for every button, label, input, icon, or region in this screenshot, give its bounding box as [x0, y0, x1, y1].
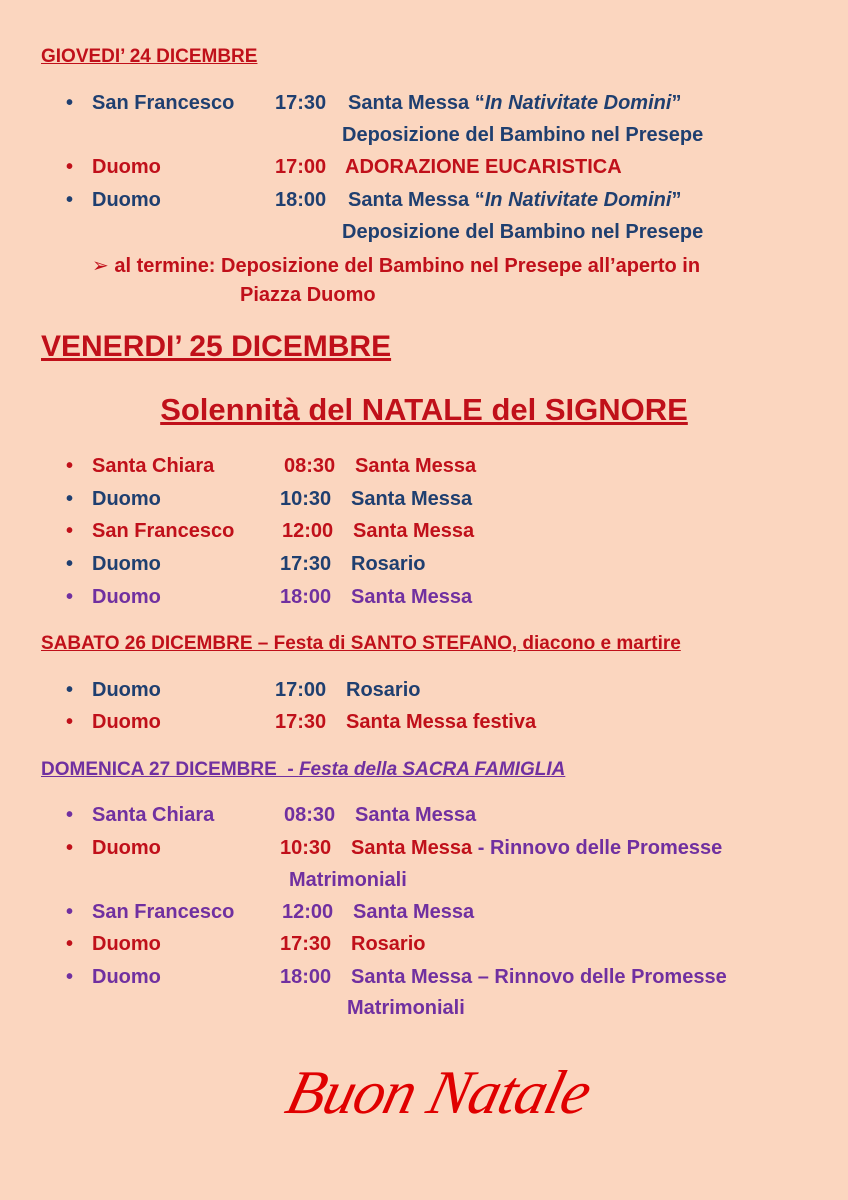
place-label: Duomo — [92, 966, 161, 988]
time-label: 12:00 — [282, 520, 334, 542]
bullet-icon: • — [66, 488, 74, 510]
arrow-icon: ➢ — [92, 255, 109, 277]
bullet-icon: • — [66, 586, 74, 608]
desc-label: Rosario — [346, 679, 421, 701]
bullet-icon: • — [66, 92, 74, 114]
desc-label: Santa Messa – Rinnovo delle Promesse — [351, 966, 727, 988]
place-label: Duomo — [92, 488, 161, 510]
list-item — [0, 92, 848, 124]
note-continuation: Piazza Duomo — [240, 284, 376, 306]
day27-heading: DOMENICA 27 DICEMBRE - Festa della SACRA FAMIGLIA — [41, 759, 566, 780]
desc-label: Rosario — [351, 933, 426, 955]
time-label: 17:30 — [275, 92, 327, 114]
time-label: 17:30 — [275, 711, 327, 733]
desc-continuation: Deposizione del Bambino nel Presepe — [342, 221, 704, 243]
time-label: 12:00 — [282, 901, 334, 923]
desc-continuation: Matrimoniali — [289, 869, 407, 891]
list-item — [0, 520, 848, 552]
note-line — [92, 253, 700, 278]
bullet-icon: • — [66, 901, 74, 923]
list-item — [0, 804, 848, 836]
place-label: Duomo — [92, 553, 161, 575]
list-item — [0, 455, 848, 487]
place-label: Santa Chiara — [92, 455, 215, 477]
note-text: al termine: Deposizione del Bambino nel Presepe all’aperto in — [114, 255, 701, 277]
desc-label: Santa Messa festiva — [346, 711, 537, 733]
list-item — [0, 679, 848, 711]
bullet-icon: • — [66, 804, 74, 826]
desc-label: Santa Messa - Rinnovo delle Promesse — [351, 837, 723, 859]
place-label: Duomo — [92, 679, 161, 701]
place-label: Santa Chiara — [92, 804, 215, 826]
bullet-icon: • — [66, 966, 74, 988]
desc-label: Santa Messa — [355, 455, 477, 477]
day24-heading: GIOVEDI’ 24 DICEMBRE — [41, 46, 258, 67]
day26-heading: SABATO 26 DICEMBRE – Festa di SANTO STEFANO, diacono e martire — [41, 633, 681, 654]
list-item — [0, 711, 848, 743]
time-label: 10:30 — [280, 488, 332, 510]
desc-label: Santa Messa “In Nativitate Domini” — [348, 92, 682, 114]
list-item — [0, 488, 848, 520]
desc-continuation: Deposizione del Bambino nel Presepe — [342, 124, 704, 146]
time-label: 18:00 — [280, 586, 332, 608]
desc-label: Santa Messa — [353, 520, 475, 542]
bullet-icon: • — [66, 553, 74, 575]
day25-subtitle: Solennità del NATALE del SIGNORE — [160, 392, 688, 427]
list-item — [0, 837, 848, 869]
list-item — [0, 901, 848, 933]
desc-continuation: Matrimoniali — [347, 997, 465, 1019]
buon-natale-signature: Buon Natale — [279, 1059, 598, 1127]
time-label: 18:00 — [280, 966, 332, 988]
desc-label: Santa Messa — [351, 488, 473, 510]
place-label: San Francesco — [92, 520, 235, 542]
desc-label: ADORAZIONE EUCARISTICA — [345, 156, 622, 178]
time-label: 17:00 — [275, 156, 327, 178]
time-label: 08:30 — [284, 455, 336, 477]
list-item — [0, 966, 848, 998]
time-label: 10:30 — [280, 837, 332, 859]
list-item — [0, 189, 848, 221]
place-label: Duomo — [92, 156, 161, 178]
bullet-icon: • — [66, 455, 74, 477]
time-label: 17:30 — [280, 933, 332, 955]
time-label: 18:00 — [275, 189, 327, 211]
bullet-icon: • — [66, 156, 74, 178]
list-item — [0, 553, 848, 585]
time-label: 17:00 — [275, 679, 327, 701]
desc-label: Santa Messa — [351, 586, 473, 608]
place-label: Duomo — [92, 711, 161, 733]
bullet-icon: • — [66, 189, 74, 211]
day25-heading: VENERDI’ 25 DICEMBRE — [41, 330, 392, 363]
place-label: Duomo — [92, 837, 161, 859]
place-label: Duomo — [92, 189, 161, 211]
list-item — [0, 933, 848, 965]
desc-label: Santa Messa — [355, 804, 477, 826]
place-label: Duomo — [92, 586, 161, 608]
place-label: San Francesco — [92, 92, 235, 114]
desc-label: Santa Messa “In Nativitate Domini” — [348, 189, 682, 211]
time-label: 08:30 — [284, 804, 336, 826]
bullet-icon: • — [66, 933, 74, 955]
bullet-icon: • — [66, 837, 74, 859]
place-label: Duomo — [92, 933, 161, 955]
bullet-icon: • — [66, 520, 74, 542]
desc-label: Santa Messa — [353, 901, 475, 923]
bullet-icon: • — [66, 679, 74, 701]
bullet-icon: • — [66, 711, 74, 733]
time-label: 17:30 — [280, 553, 332, 575]
list-item — [0, 156, 848, 188]
list-item — [0, 586, 848, 618]
place-label: San Francesco — [92, 901, 235, 923]
desc-label: Rosario — [351, 553, 426, 575]
